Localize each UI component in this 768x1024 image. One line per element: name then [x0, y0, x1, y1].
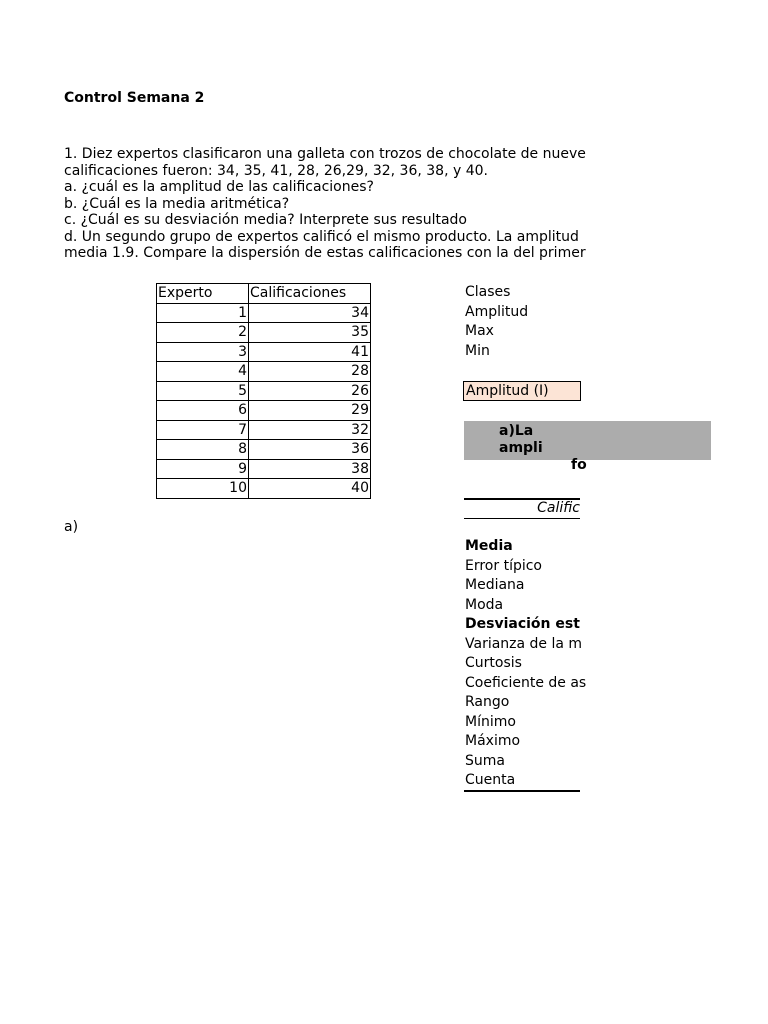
stats-header-rule: [464, 518, 580, 519]
table-row: [157, 362, 371, 382]
stat-label: Error típico: [465, 557, 542, 574]
expert-number-cell: 9: [157, 459, 249, 479]
stats-bottom-rule: [464, 790, 580, 792]
grade-cell: 40: [249, 479, 371, 499]
grade-cell: 36: [249, 440, 371, 460]
table-row: [157, 381, 371, 401]
table-row: [157, 342, 371, 362]
table-row: [157, 440, 371, 460]
grades-table: [156, 283, 371, 499]
answer-label: a): [64, 519, 79, 535]
stat-label: Moda: [465, 596, 504, 613]
table-row: [157, 401, 371, 421]
stat-label: Cuenta: [465, 772, 516, 788]
question-line: d. Un segundo grupo de expertos calificó el mismo producto. La amplitud: [64, 228, 579, 245]
question-line: b. ¿Cuál es la media aritmética?: [64, 195, 290, 212]
table-header-row: [157, 284, 371, 304]
table-row: [157, 479, 371, 499]
stat-label: Desviación est: [465, 616, 580, 632]
expert-number-cell: 4: [157, 362, 249, 382]
summary-label: Clases: [465, 284, 511, 300]
grade-cell: 32: [249, 420, 371, 440]
grade-cell: 38: [249, 459, 371, 479]
grade-cell: 26: [249, 381, 371, 401]
table-row: [157, 303, 371, 323]
answer-banner-text: [464, 423, 587, 473]
expert-number-cell: 5: [157, 381, 249, 401]
table-row: [157, 323, 371, 343]
stat-label: Mínimo: [465, 713, 516, 730]
banner-line-2: fo: [571, 457, 587, 473]
expert-number-cell: 3: [157, 342, 249, 362]
question-line: 1. Diez expertos clasificaron una galleta con trozos de chocolate de nueve: [64, 146, 586, 162]
stat-label: Mediana: [465, 577, 525, 593]
summary-label: Amplitud: [465, 303, 529, 320]
grade-cell: 28: [249, 362, 371, 382]
table-row: [157, 459, 371, 479]
stat-label: Curtosis: [465, 655, 522, 671]
expert-number-cell: 7: [157, 420, 249, 440]
column-header-experto: Experto: [157, 284, 249, 304]
expert-number-cell: 2: [157, 323, 249, 343]
stat-label: Coeficiente de as: [465, 674, 587, 691]
grade-cell: 29: [249, 401, 371, 421]
table-row: [157, 420, 371, 440]
grade-cell: 35: [249, 323, 371, 343]
expert-number-cell: 8: [157, 440, 249, 460]
question-line: c. ¿Cuál es su desviación media? Interprete sus resultado: [64, 212, 467, 228]
summary-label: Min: [465, 343, 490, 360]
stat-label: Suma: [465, 752, 505, 769]
page-title: Control Semana 2: [64, 90, 205, 106]
amplitude-cell: Amplitud (I): [463, 381, 581, 401]
grade-cell: 34: [249, 303, 371, 323]
stat-label: Máximo: [465, 733, 521, 749]
summary-label: Max: [465, 323, 494, 340]
stat-label: Media: [465, 538, 513, 554]
stat-label: Rango: [465, 694, 510, 710]
grade-cell: 41: [249, 342, 371, 362]
expert-number-cell: 1: [157, 303, 249, 323]
banner-line-1: a)La ampli: [499, 423, 543, 456]
stats-column-header: Calific: [537, 500, 580, 516]
stat-label: Varianza de la m: [465, 635, 583, 652]
question-line: a. ¿cuál es la amplitud de las calificaciones?: [64, 179, 374, 195]
expert-number-cell: 6: [157, 401, 249, 421]
column-header-calificaciones: Calificaciones: [249, 284, 371, 304]
question-line: calificaciones fueron: 34, 35, 41, 28, 26,29, 32, 36, 38, y 40.: [64, 162, 488, 179]
question-line: media 1.9. Compare la dispersión de estas calificaciones con la del primer: [64, 245, 586, 261]
expert-number-cell: 10: [157, 479, 249, 499]
